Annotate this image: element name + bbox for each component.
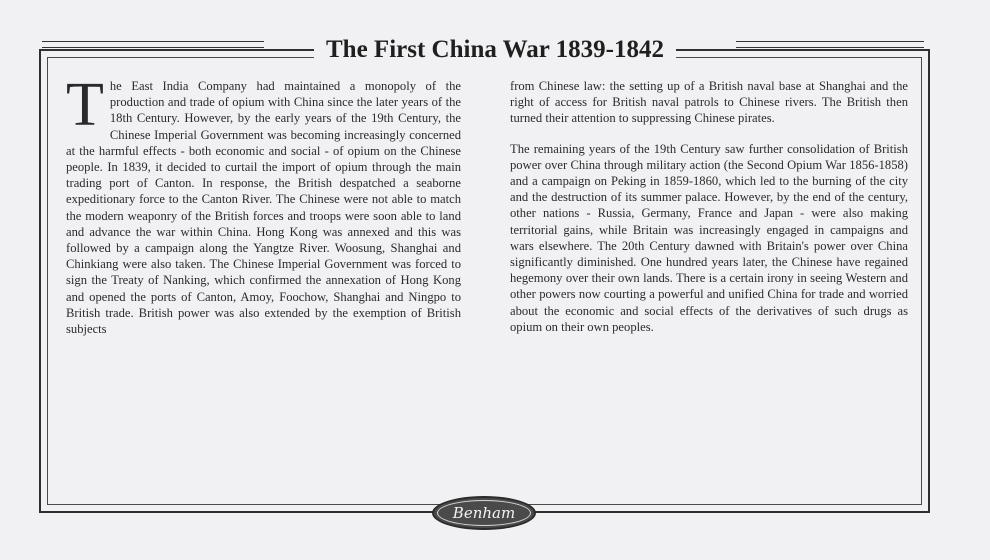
right-paragraph-1: from Chinese law: the setting up of a British naval base at Shanghai and the right of access for British naval patrols to Chinese rivers. The British then turned their attention to suppressing Chinese pirates. — [510, 79, 908, 126]
right-paragraph-2: The remaining years of the 19th Century saw further consolidation of British power over China through military action (the Second Opium War 1856-1858) and a campaign on Peking in 1859-1860, which led to the burning of the city and the destruction of its summer palace. However, by the end of the century, other nations - Russia, Germany, France and Japan - were also making territorial gains, while Britain was increasingly engaged in campaigns and wars elsewhere. The 20th Century dawned with Britain's power over China significantly diminished. One hundred years later, the Chinese have regained hegemony over their own lands. There is a certain irony in seeing Western and other powers now courting a powerful and unified China for trade and worried about the economic and social effects of the derivatives of such drugs as opium on their own peoples. — [510, 141, 908, 334]
left-text-column — [66, 71, 461, 351]
right-text-column — [510, 78, 908, 349]
drop-cap: T — [66, 71, 104, 139]
page-title: The First China War 1839-1842 — [314, 36, 676, 64]
title-area — [0, 30, 990, 70]
benham-logo-text: Benham — [437, 500, 531, 526]
left-paragraph — [66, 71, 461, 337]
benham-logo — [432, 496, 536, 530]
left-paragraph-text: he East India Company had maintained a monopoly of the production and trade of opium with China since the later years of the 18th Century. However, by the early years of the 19th Century, the Chinese Imperial Government was becoming increasingly concerned at the harmful effects - both economic and social - of opium on the Chinese people. In 1839, it decided to curtail the import of opium through the main trading port of Canton. In response, the British despatched a seaborne expeditionary force to the Canton River. The Chinese were not able to match the modern weaponry of the British forces and troops were soon able to land and advance the war within China. Hong Kong was annexed and this was followed by a campaign along the Yangtze River. Woosung, Shanghai and Chinkiang were also taken. The Chinese Imperial Government was forced to sign the Treaty of Nanking, which confirmed the annexation of Hong Kong and opened the ports of Canton, Amoy, Foochow, Shanghai and Ningpo to British trade. British power was also extended by the exemption of British subjects — [66, 79, 461, 337]
